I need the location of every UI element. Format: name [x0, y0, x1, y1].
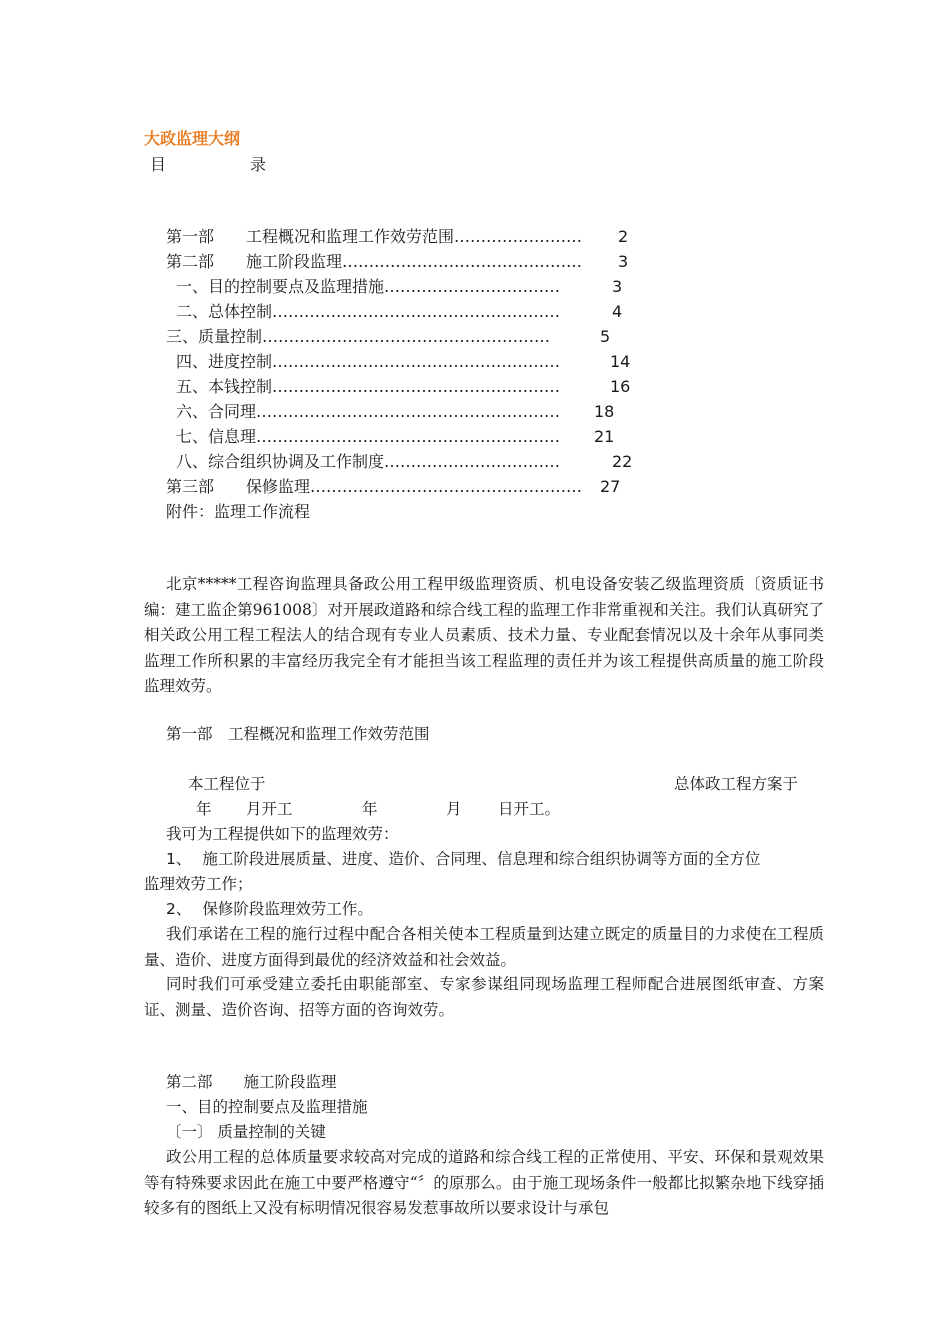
project-plan-label: 总体政工程方案于: [674, 775, 799, 793]
project-location-label: 本工程位于: [188, 775, 266, 793]
toc-entry[interactable]: [166, 224, 629, 249]
toc-entry-text: 六、合同理…………………………………………………: [176, 402, 561, 421]
service-item-number: 2、: [166, 900, 192, 918]
toc-entry-page: 21: [594, 427, 615, 446]
toc-entry-text: 附件：监理工作流程: [166, 502, 311, 521]
part2-subsection-heading: 〔一〕 质量控制的关键: [166, 1123, 326, 1141]
toc-entry[interactable]: [176, 299, 623, 324]
toc-entry-page: 27: [600, 477, 621, 496]
end-day-label: 日开工。: [498, 800, 561, 818]
service-item-number: 1、: [166, 850, 192, 868]
toc-entry[interactable]: [176, 424, 615, 449]
start-month-label: 月开工: [246, 800, 293, 818]
toc-entry-page: 4: [612, 302, 623, 321]
toc-entry-text: 四、进度控制………………………………………………: [176, 352, 561, 371]
part1-heading: 第一部 工程概况和监理工作效劳范围: [166, 725, 430, 743]
toc-entry-text: 一、目的控制要点及监理措施……………………………: [176, 277, 561, 296]
toc-entry-text: 八、综合组织协调及工作制度……………………………: [176, 452, 561, 471]
toc-entry-page: 5: [600, 327, 611, 346]
end-month-label: 月: [446, 800, 462, 818]
service-item-1-continued: 监理效劳工作；: [144, 875, 253, 893]
toc-heading-left: 目: [150, 155, 167, 174]
service-item-text: 保修阶段监理效劳工作。: [202, 900, 373, 918]
toc-entry-text: 二、总体控制………………………………………………: [176, 302, 561, 321]
toc-entry[interactable]: [176, 399, 615, 424]
toc-entry[interactable]: [176, 274, 623, 299]
end-year-label: 年: [362, 800, 378, 818]
commitment-paragraph: 我们承诺在工程的施行过程中配合各相关使本工程质量到达建立既定的质量目的力求使在工程质量、造价、进度方面得到最优的经济效益和社会效益。: [144, 925, 824, 969]
toc-entry[interactable]: [166, 499, 310, 524]
toc-entry-page: 14: [610, 352, 631, 371]
toc-entry-page: 16: [610, 377, 631, 396]
consulting-paragraph: 同时我们可承受建立委托由职能部室、专家参谋组同现场监理工程师配合进展图纸审查、方案证、测量、造价咨询、招等方面的咨询效劳。: [144, 975, 824, 1019]
toc-entry-page: 3: [612, 277, 623, 296]
toc-entry[interactable]: [176, 374, 631, 399]
service-item-2: [166, 897, 373, 922]
document-title: 大政监理大纲: [144, 129, 241, 148]
part2-section-heading: 一、目的控制要点及监理措施: [166, 1098, 368, 1116]
toc-entry[interactable]: [176, 449, 633, 474]
toc-entry-text: 第一部 工程概况和监理工作效劳范围……………………: [166, 227, 583, 246]
toc-entry[interactable]: [166, 474, 621, 499]
toc-entry-text: 七、信息理…………………………………………………: [176, 427, 561, 446]
toc-entry-page: 22: [612, 452, 633, 471]
service-item-text: 施工阶段进展质量、进度、造价、合同理、信息理和综合组织协调等方面的全方位: [202, 850, 761, 868]
toc-entry-text: 五、本钱控制………………………………………………: [176, 377, 561, 396]
toc-entry-page: 3: [618, 252, 629, 271]
intro-paragraph: 北京*****工程咨询监理具备政公用工程甲级监理资质、机电设备安装乙级监理资质〔资质证书编：建工监企第961008〕对开展政道路和综合线工程的监理工作非常重视和关注。我们认真研究了相关政公用工程工程法人的结合现有专业人员素质、技术力量、专业配套情况以及十余年从事同类监理工作所积累的丰富经历我完全有才能担当该工程监理的责任并为该工程提供高质量的施工阶段监理效劳。: [144, 575, 824, 695]
toc-entry-page: 2: [618, 227, 629, 246]
quality-control-paragraph: 政公用工程的总体质量要求较高对完成的道路和综合线工程的正常使用、平安、环保和景观效果等有特殊要求因此在施工中要严格遵守“〞的原那么。由于施工现场条件一般都比拟繁杂地下线穿插较多有的图纸上又没有标明情况很容易发惹事故所以要求设计与承包: [144, 1148, 824, 1217]
part2-heading: 第二部 施工阶段监理: [166, 1073, 337, 1091]
service-item-1: [166, 847, 760, 872]
toc-entry[interactable]: [166, 324, 611, 349]
toc-entry[interactable]: [166, 249, 629, 274]
toc-entry-text: 三、质量控制………………………………………………: [166, 327, 551, 346]
toc-entry-text: 第三部 保修监理……………………………………………: [166, 477, 583, 496]
toc-entry-text: 第二部 施工阶段监理………………………………………: [166, 252, 583, 271]
start-year-label: 年: [196, 800, 212, 818]
toc-entry[interactable]: [176, 349, 631, 374]
services-intro: 我可为工程提供如下的监理效劳：: [166, 825, 399, 843]
toc-heading-right: 录: [250, 155, 267, 174]
toc-entry-page: 18: [594, 402, 615, 421]
